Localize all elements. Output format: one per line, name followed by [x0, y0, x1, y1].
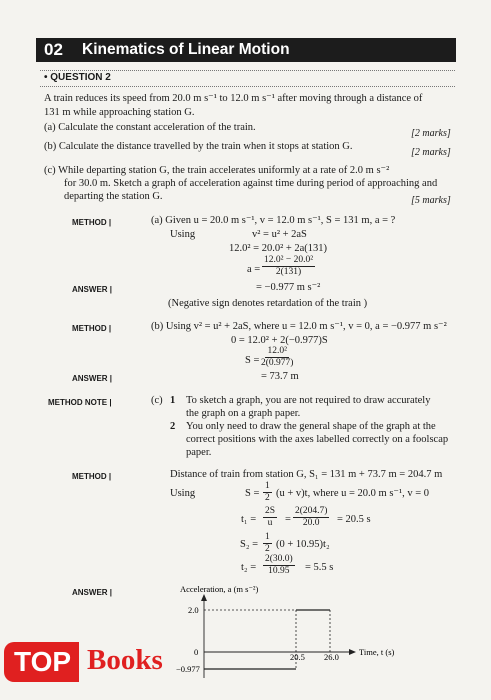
- origin-label: 0: [194, 647, 199, 657]
- x-axis-arrow: [349, 649, 356, 655]
- fraction-denominator: 2: [265, 493, 270, 503]
- t2-fraction: [263, 554, 295, 577]
- sol-b-result: = 73.7 m: [261, 371, 299, 382]
- t1-fraction-2: [293, 506, 329, 529]
- sol-c-using: Using: [170, 488, 196, 499]
- chapter-number: 02: [44, 40, 63, 59]
- sol-a-given: (a) Given u = 20.0 m s⁻¹, v = 12.0 m s⁻¹, S = 131 m, a = ?: [151, 215, 396, 226]
- answer-label: ANSWER |: [72, 374, 113, 383]
- sol-c-t2-result: = 5.5 s: [305, 562, 334, 573]
- fraction-numerator: 2(204.7): [295, 506, 328, 516]
- sol-b-s-eq: S =: [245, 355, 260, 366]
- fraction-denominator: u: [267, 518, 273, 528]
- y-tick-neg: −0.977: [176, 664, 200, 674]
- sol-a-a-eq: a =: [247, 264, 261, 275]
- fraction-denominator: 2: [265, 544, 270, 554]
- sol-a-note: (Negative sign denotes retardation of the train ): [168, 298, 368, 309]
- part-c-line-2: for 30.0 m. Sketch a graph of acceleration against time during period of approaching and: [64, 178, 438, 189]
- sol-b-line-1: (b) Using v² = u² + 2aS, where u = 12.0 m s⁻¹, v = 0, a = −0.977 m s⁻²: [151, 321, 447, 332]
- sol-c-s-eq: S =: [245, 488, 260, 499]
- sol-c-s2-lhs: S₂ =: [240, 539, 259, 550]
- fraction-denominator: 10.95: [268, 566, 290, 576]
- note-number-1: 1: [170, 395, 176, 406]
- sol-c-t1-eq: =: [285, 514, 291, 525]
- sol-a-result: = −0.977 m s⁻²: [256, 282, 321, 293]
- sol-a-fraction: [262, 255, 315, 278]
- fraction-numerator: 1: [265, 481, 270, 491]
- method-label: METHOD |: [72, 472, 112, 481]
- fraction-numerator: 12.0²: [267, 346, 287, 356]
- divider: [40, 70, 455, 71]
- half-fraction-2: [263, 532, 272, 555]
- fraction-numerator: 2(30.0): [265, 554, 293, 564]
- answer-label: ANSWER |: [72, 285, 113, 294]
- method-note-label: METHOD NOTE |: [48, 398, 112, 407]
- divider: [40, 86, 455, 87]
- logo-books: Books: [87, 644, 163, 676]
- t1-fraction-1: [263, 506, 277, 529]
- method-label: METHOD |: [72, 218, 112, 227]
- part-b-text: (b) Calculate the distance travelled by the train when it stops at station G.: [44, 141, 353, 152]
- sol-b-line-2: 0 = 12.0² + 2(−0.977)S: [231, 335, 328, 346]
- topbooks-logo: [0, 642, 185, 692]
- half-fraction: [263, 481, 272, 504]
- fraction-denominator: 20.0: [302, 518, 320, 528]
- acceleration-time-graph: [170, 580, 410, 680]
- method-label: METHOD |: [72, 324, 112, 333]
- sol-a-eq1: v² = u² + 2aS: [252, 229, 307, 240]
- answer-label: ANSWER |: [72, 588, 113, 597]
- intro-line-2: 131 m while approaching station G.: [44, 107, 195, 118]
- x-axis-label: Time, t (s): [359, 647, 395, 657]
- note-2-line-c: paper.: [186, 447, 212, 458]
- x-tick-20-5: 20.5: [290, 652, 305, 662]
- fraction-numerator: 2S: [265, 506, 276, 516]
- fraction-numerator: 12.0² − 20.0²: [264, 255, 314, 265]
- sol-c-s2-rest: (0 + 10.95)t₂: [276, 539, 330, 550]
- y-axis-label: Acceleration, a (m s⁻²): [180, 584, 259, 594]
- sol-b-fraction: [261, 346, 293, 369]
- x-tick-26: 26.0: [324, 652, 339, 662]
- note-1-line-a: To sketch a graph, you are not required to draw accurately: [186, 395, 431, 406]
- part-b-marks: [2 marks]: [411, 147, 451, 158]
- part-c-line-3: departing the station G.: [64, 191, 163, 202]
- sol-c-t2-lhs: t₂ =: [241, 562, 257, 573]
- fraction-numerator: 1: [265, 532, 270, 542]
- sol-a-using: Using: [170, 229, 196, 240]
- fraction-denominator: 2(131): [275, 267, 302, 277]
- note-number-2: 2: [170, 421, 176, 432]
- note-1-line-b: the graph on a graph paper.: [186, 408, 301, 419]
- note-part: (c): [151, 395, 163, 406]
- part-c-marks: [5 marks]: [411, 195, 451, 206]
- note-2-line-b: correct positions with the axes labelled correctly on a foolscap: [186, 434, 449, 445]
- y-axis-arrow: [201, 594, 207, 601]
- logo-top: TOP: [4, 642, 79, 682]
- sol-c-s-rest: (u + v)t, where u = 20.0 m s⁻¹, v = 0: [276, 488, 430, 499]
- sol-c-t1-lhs: t₁ =: [241, 514, 257, 525]
- sol-c-line-1: Distance of train from station G, S₁ = 131 m + 73.7 m = 204.7 m: [170, 469, 443, 480]
- chapter-header: [36, 38, 456, 62]
- sol-c-t1-result: = 20.5 s: [337, 514, 371, 525]
- chapter-title: Kinematics of Linear Motion: [82, 41, 290, 58]
- part-a-text: (a) Calculate the constant acceleration of the train.: [44, 122, 256, 133]
- question-label: • QUESTION 2: [44, 72, 111, 83]
- note-2-line-a: You only need to draw the general shape of the graph at the: [186, 421, 436, 432]
- part-a-marks: [2 marks]: [411, 128, 451, 139]
- fraction-denominator: 2(0.977): [261, 358, 294, 368]
- y-tick-2: 2.0: [188, 605, 199, 615]
- sol-a-eq2: 12.0² = 20.0² + 2a(131): [229, 243, 328, 254]
- part-c-line-1: (c) While departing station G, the train accelerates uniformly at a rate of 2.0 m s⁻²: [44, 165, 390, 176]
- intro-line-1: A train reduces its speed from 20.0 m s⁻¹ to 12.0 m s⁻¹ after moving through a distance of: [44, 93, 423, 104]
